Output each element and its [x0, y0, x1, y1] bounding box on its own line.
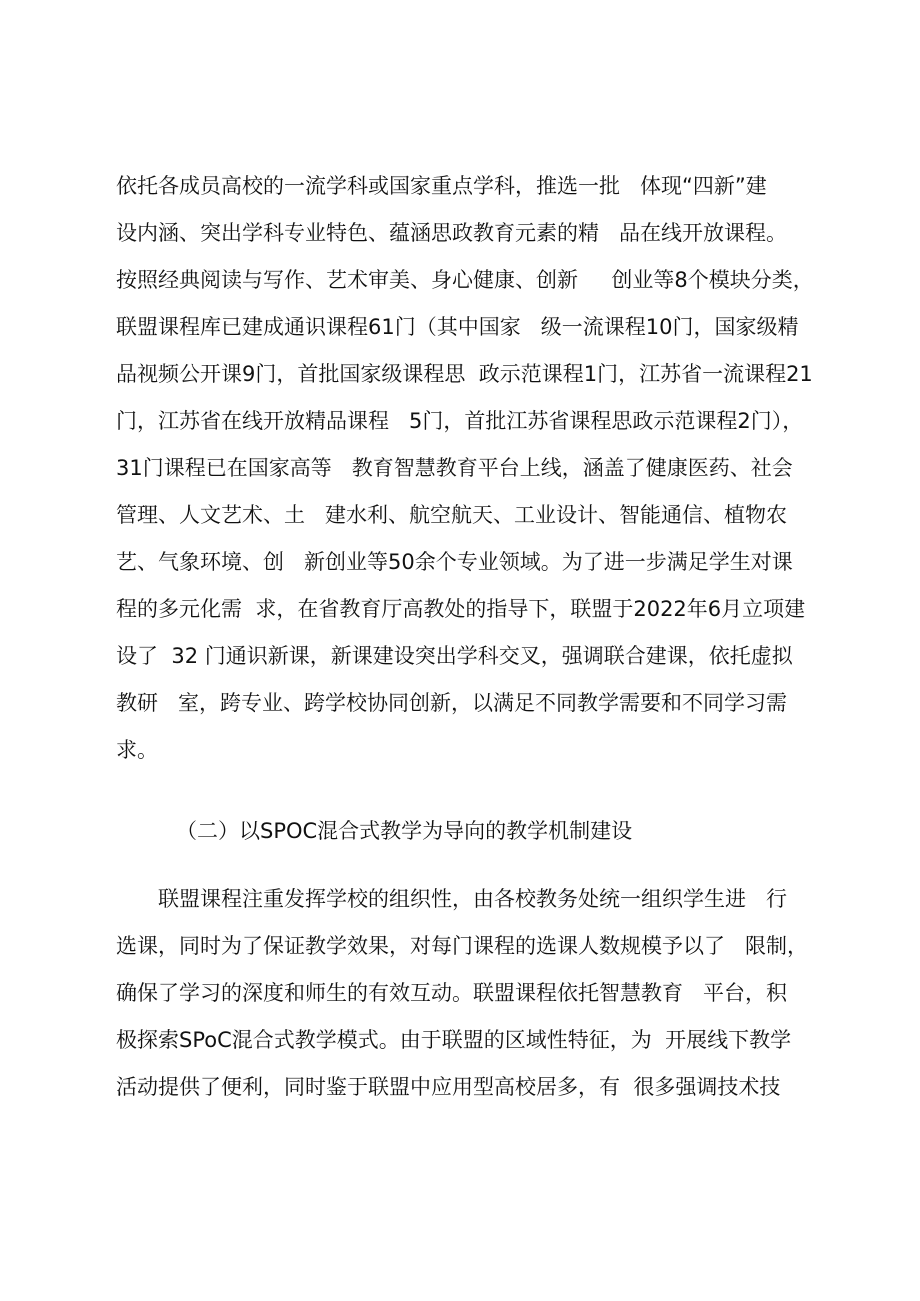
paragraph-line: 求。: [116, 738, 158, 762]
paragraph-line: 设内涵、突出学科专业特色、蕴涵思政教育元素的精 品在线开放课程。: [116, 221, 788, 245]
paragraph-line: 程的多元化需 求，在省教育厅高教处的指导下，联盟于2022年6月立项建: [116, 597, 806, 621]
paragraph-line: 依托各成员高校的一流学科或国家重点学科，推选一批 体现“四新”建: [116, 174, 767, 198]
paragraph-line: 门，江苏省在线开放精品课程 5门，首批江苏省课程思政示范课程2门），: [116, 409, 804, 433]
paragraph-line: 联盟课程注重发挥学校的组织性，由各校教务处统一组织学生进 行: [158, 887, 788, 911]
paragraph-line: 选课，同时为了保证教学效果，对每门课程的选课人数规模予以了 限制，: [116, 934, 809, 958]
paragraph-line: 按照经典阅读与写作、艺术审美、身心健康、创新 创业等8个模块分类，: [116, 268, 814, 292]
paragraph-line: 确保了学习的深度和师生的有效互动。联盟课程依托智慧教育 平台，积: [116, 981, 788, 1005]
paragraph-line: 设了 32 门通识新课，新课建设突出学科交叉，强调联合建课，依托虚拟: [116, 644, 793, 668]
section-heading: （二）以SPOC混合式教学为导向的教学机制建设: [176, 819, 633, 843]
paragraph-line: 活动提供了便利，同时鉴于联盟中应用型高校居多，有 很多强调技术技: [116, 1075, 781, 1099]
paragraph-line: 教研 室，跨专业、跨学校协同创新，以满足不同教学需要和不同学习需: [116, 691, 788, 715]
paragraph-line: 管理、人文艺术、土 建水利、航空航天、工业设计、智能通信、植物农: [116, 503, 788, 527]
paragraph-line: 品视频公开课9门，首批国家级课程思 政示范课程1门，江苏省一流课程21: [116, 362, 813, 386]
paragraph-line: 31门课程已在国家高等 教育智慧教育平台上线，涵盖了健康医药、社会: [116, 456, 793, 480]
paragraph-line: 极探索SPoC混合式教学模式。由于联盟的区域性特征，为 开展线下教学: [116, 1028, 792, 1052]
paragraph-line: 艺、气象环境、创 新创业等50余个专业领域。为了进一步满足学生对课: [116, 550, 793, 574]
paragraph-line: 联盟课程库已建成通识课程61门（其中国家 级一流课程10门，国家级精: [116, 315, 799, 339]
